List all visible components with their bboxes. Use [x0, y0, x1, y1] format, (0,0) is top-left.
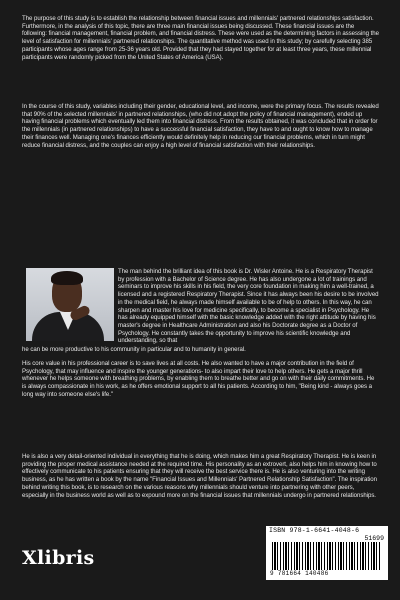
publisher-logo: Xlibris	[22, 547, 95, 569]
author-photo	[26, 268, 114, 341]
barcode-label	[266, 526, 388, 580]
price-code: 51699	[364, 535, 384, 542]
author-bio-paragraph-1-end: he can be more productive to his community in particular and to humanity in general.	[22, 346, 246, 353]
author-bio-paragraph-1: The man behind the brilliant idea of this book is Dr. Wisler Antoine. He is a Respiratory Therapist by profession with a Bachelor of Science degree. He has also undergone a lot of trainings and seminars to improve his skills in his field, the very core foundation in making him a well-trained, a licensed and a registered Respiratory Therapist. Since it has always been his desire to be involved in the medical field, he always made himself available to be of help to others. In this way, he can sharpen and master his love for medicine specifically, to become a specialist in Psychology. He has already equipped himself with the basic knowledge added with the right attitude by having his master's degree in Healthcare Administration and also his Doctorate degree as a Doctor of Psychology. He constantly takes the opportunity to improve his scientific knowledge and understanding, so that	[118, 268, 379, 345]
isbn-text: ISBN 978-1-6641-4048-6	[269, 527, 360, 534]
synopsis-paragraph-1: The purpose of this study is to establish the relationship between financial issues and millennials' partnered relationships satisfaction. Furthermore, in the analysis of this topic, there are three main financial issues being discussed. These financial issues are the following: financial management, financial problem, and financial distress. These were used as the determining factors in assessing the level of satisfaction for millennials' partnered relationships. The quantitative method was used in this study; by carefully selecting 385 participants whose ages range from 25-36 years old. Provided that they had stayed together for at least three years, these millennial participants were randomly picked from the United States of America (USA).	[22, 15, 379, 61]
synopsis-paragraph-2: In the course of this study, variables including their gender, educational level, and income, were the primary focus. The results revealed that 90% of the selected millennials' in partnered relationships, (who did not adopt the policy of financial management), ended up having financial problems which eventually led them into financial distress. From the results obtained, it was concluded that in order for the millennials (in partnered relationships) to have a successful financial satisfaction, they have to and ought to know how to manage their finances well. Managing one's finances efficiently would definitely help in reducing our financial problems, which in turn might reduce financial distress, and the couples can enjoy a high level of financial satisfaction with their relationships.	[22, 103, 379, 149]
author-bio-paragraph-2: His core value in his professional career is to save lives at all costs. He also wanted to have a major contribution in the field of Psychology, that may influence and inspire the younger generations- to also impart their love to help others. He gets a major thrill whenever he helps someone with breathing problems, by enabling them to breathe better and go on with their daily commitments. He is always compassionate in his work, as he offers emotional support to all his patients. According to him, "Being kind - always goes a long way into someone else's life."	[22, 360, 375, 398]
author-bio-paragraph-3: He is also a very detail-oriented individual in everything that he is doing, which makes him a great Respiratory Therapist. He is keen in providing the proper medical assistance needed at the required time. His personality as an extrovert, also helps him in knowing how to effectively communicate to his patients ensuring that they will receive the best service there is. He is also venturing into the writing business, as he has written a book by the name "Financial Issues and Millennials' Partnered Relationship Satisfaction". The inspiration behind writing this book, is to research on the various reasons why millennials should venture into partnering with other peers, especially in the business world as well as to expound more on the financial issues that millennials undergo in partnered relationships.	[22, 453, 377, 499]
ean-number: 9 781664 140486	[270, 570, 329, 577]
author-photo-hair	[51, 271, 83, 285]
barcode-icon	[272, 542, 382, 570]
